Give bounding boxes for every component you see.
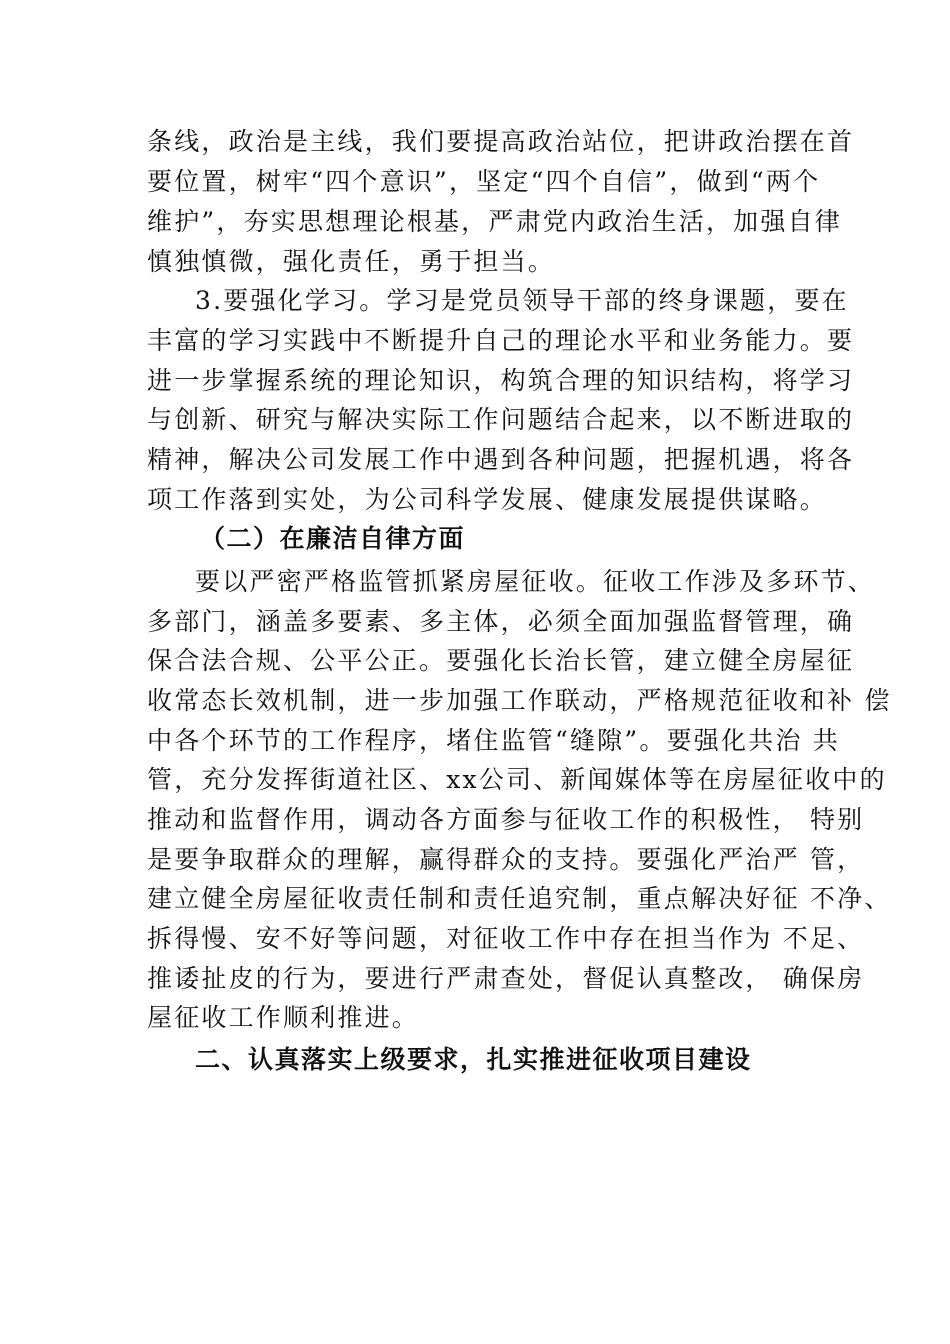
body-text-line: 多部门，涵盖多要素、多主体，必须全面加强监督管理，确 [147, 607, 855, 636]
body-text-line: 丰富的学习实践中不断提升自己的理论水平和业务能力。要 [147, 326, 855, 355]
body-text-line: 要位置，树牢“四个意识”，坚定“四个自信”，做到“两个 [147, 167, 821, 196]
body-text-line: 维护”，夯实思想理论根基，严肃党内政治生活，加强自律 [147, 207, 842, 236]
body-text-line: 收常态长效机制，进一步加强工作联动，严格规范征收和补 偿 [147, 686, 892, 715]
body-text-line: 管，充分发挥街道社区、xx公司、新闻媒体等在房屋征收中的 [147, 765, 887, 794]
paragraph-start-line: 3.要强化学习。学习是党员领导干部的终身课题，要在 [195, 286, 849, 315]
body-text-line: 条线，政治是主线，我们要提高政治站位，把讲政治摆在首 [147, 127, 855, 156]
body-text-line: 与创新、研究与解决实际工作问题结合起来，以不断进取的 [147, 405, 855, 434]
section-heading: 二、认真落实上级要求，扎实推进征收项目建设 [195, 1045, 752, 1074]
body-text-line: 是要争取群众的理解，赢得群众的支持。要强化严治严 管， [147, 845, 865, 874]
body-text-line: 屋征收工作顺利推进。 [147, 1003, 420, 1032]
paragraph-start-line: 要以严密严格监管抓紧房屋征收。征收工作涉及多环节、 [195, 567, 876, 596]
body-text-line: 保合法合规、公平公正。要强化长治长管，建立健全房屋征 [147, 646, 855, 675]
body-text-line: 精神，解决公司发展工作中遇到各种问题，把握机遇，将各 [147, 445, 855, 474]
section-subheading: （二）在廉洁自律方面 [200, 524, 466, 553]
body-text-line: 项工作落到实处，为公司科学发展、健康发展提供谋略。 [147, 485, 828, 514]
body-text-line: 慎独慎微，强化责任，勇于担当。 [147, 247, 556, 276]
body-text-line: 推诿扯皮的行为，要进行严肃查处，督促认真整改， 确保房 [147, 964, 865, 993]
body-text-line: 建立健全房屋征收责任制和责任追究制，重点解决好征 不净、 [147, 884, 892, 913]
body-text-line: 中各个环节的工作程序，堵住监管“缝隙”。要强化共治 共 [147, 726, 840, 755]
body-text-line: 推动和监督作用，调动各方面参与征收工作的积极性， 特别 [147, 805, 865, 834]
body-text-line: 进一步掌握系统的理论知识，构筑合理的知识结构，将学习 [147, 366, 855, 395]
body-text-line: 拆得慢、安不好等问题，对征收工作中存在担当作为 不足、 [147, 924, 865, 953]
